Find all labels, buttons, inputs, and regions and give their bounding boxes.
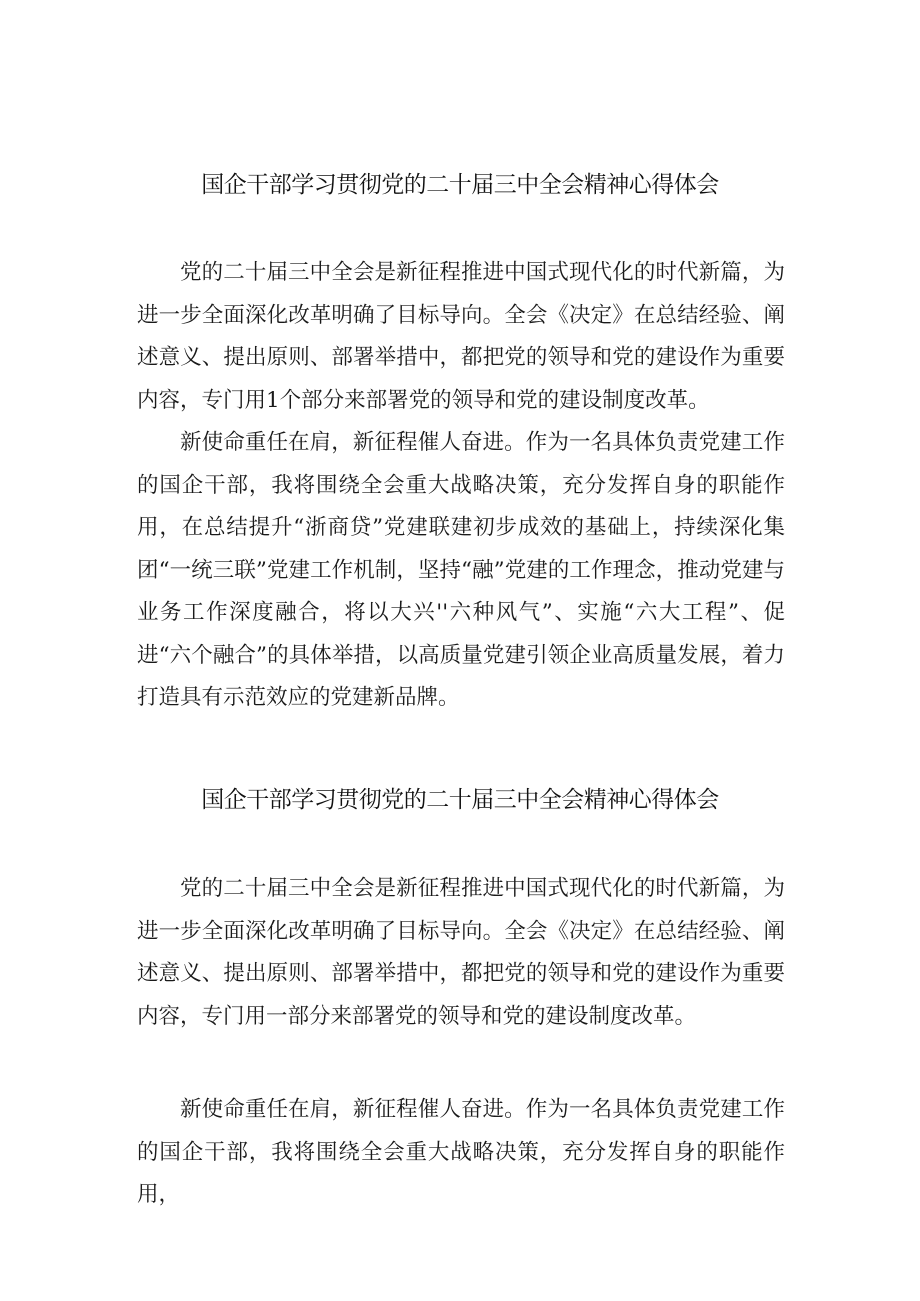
body-paragraph: 党的二十届三中全会是新征程推进中国式现代化的时代新篇，为进一步全面深化改革明确了目标导向。全会《决定》在总结经验、阐述意义、提出原则、部署举措中，都把党的领导和党的建设作为重要内容，专门用1个部分来部署党的领导和党的建设制度改革。 <box>137 260 785 413</box>
body-paragraph: 新使命重任在肩，新征程催人奋进。作为一名具体负责党建工作的国企干部，我将围绕全会重大战略决策，充分发挥自身的职能作用， <box>137 1097 785 1207</box>
section-title: 国企干部学习贯彻党的二十届三中全会精神心得体会 <box>201 787 719 813</box>
body-paragraph: 新使命重任在肩，新征程催人奋进。作为一名具体负责党建工作的国企干部，我将围绕全会重大战略决策，充分发挥自身的职能作用，在总结提升“浙商贷”党建联建初步成效的基础上，持续深化集团“一统三联”党建工作机制，坚持“融”党建的工作理念，推动党建与业务工作深度融合，将以大兴''六种风气”、实施“六大工程”、促进“六个融合”的具体举措，以高质量党建引领企业高质量发展，着力打造具有示范效应的党建新品牌。 <box>137 430 785 710</box>
body-paragraph: 党的二十届三中全会是新征程推进中国式现代化的时代新篇，为进一步全面深化改革明确了目标导向。全会《决定》在总结经验、阐述意义、提出原则、部署举措中，都把党的领导和党的建设作为重要内容，专门用一部分来部署党的领导和党的建设制度改革。 <box>137 876 785 1029</box>
section-title: 国企干部学习贯彻党的二十届三中全会精神心得体会 <box>201 172 719 198</box>
